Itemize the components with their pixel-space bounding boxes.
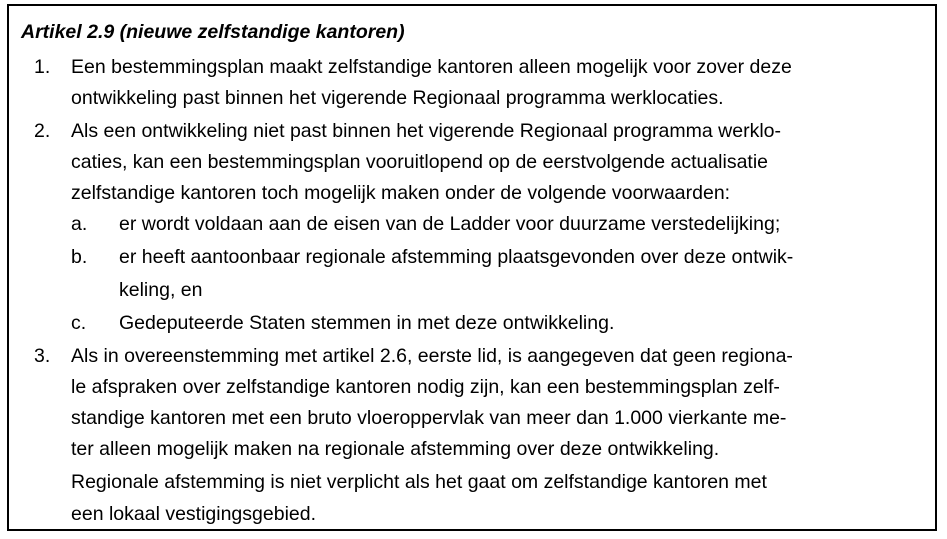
item-2-number: 2.: [34, 120, 51, 142]
item-1-line-2: ontwikkeling past binnen het vigerende Regionaal programma werklocaties.: [71, 87, 724, 109]
subitem-b-letter: b.: [71, 246, 88, 268]
item-3-line-4: ter alleen mogelijk maken na regionale afstemming over deze ontwikkeling.: [71, 438, 720, 460]
item-1-number: 1.: [34, 56, 51, 78]
subitem-c-letter: c.: [71, 312, 87, 334]
item-1-line-1: Een bestemmingsplan maakt zelfstandige kantoren alleen mogelijk voor zover deze: [71, 56, 792, 78]
article-title: Artikel 2.9 (nieuwe zelfstandige kantoren): [21, 21, 405, 43]
subitem-b-line-2: keling, en: [119, 279, 203, 301]
subitem-a-line-1: er wordt voldaan aan de eisen van de Ladder voor duurzame verstedelijking;: [119, 213, 781, 235]
item-2-line-2: caties, kan een bestemmingsplan vooruitlopend op de eerstvolgende actualisatie: [71, 151, 769, 173]
item-3-line-3: standige kantoren met een bruto vloeroppervlak van meer dan 1.000 vierkante me-: [71, 407, 787, 429]
subitem-c-line-1: Gedeputeerde Staten stemmen in met deze ontwikkeling.: [119, 312, 615, 334]
item-2-line-3: zelfstandige kantoren toch mogelijk maken onder de volgende voorwaarden:: [71, 182, 731, 204]
subitem-b-line-1: er heeft aantoonbaar regionale afstemming plaatsgevonden over deze ontwik-: [119, 246, 794, 268]
item-3-line-1: Als in overeenstemming met artikel 2.6, eerste lid, is aangegeven dat geen regiona-: [71, 345, 793, 367]
item-3-line-5: Regionale afstemming is niet verplicht als het gaat om zelfstandige kantoren met: [71, 471, 767, 493]
item-2-line-1: Als een ontwikkeling niet past binnen het vigerende Regionaal programma werklo-: [71, 120, 781, 142]
item-3-line-2: le afspraken over zelfstandige kantoren nodig zijn, kan een bestemmingsplan zelf-: [71, 376, 780, 398]
item-3-number: 3.: [34, 345, 51, 367]
subitem-a-letter: a.: [71, 213, 88, 235]
item-3-line-6: een lokaal vestigingsgebied.: [71, 503, 317, 525]
